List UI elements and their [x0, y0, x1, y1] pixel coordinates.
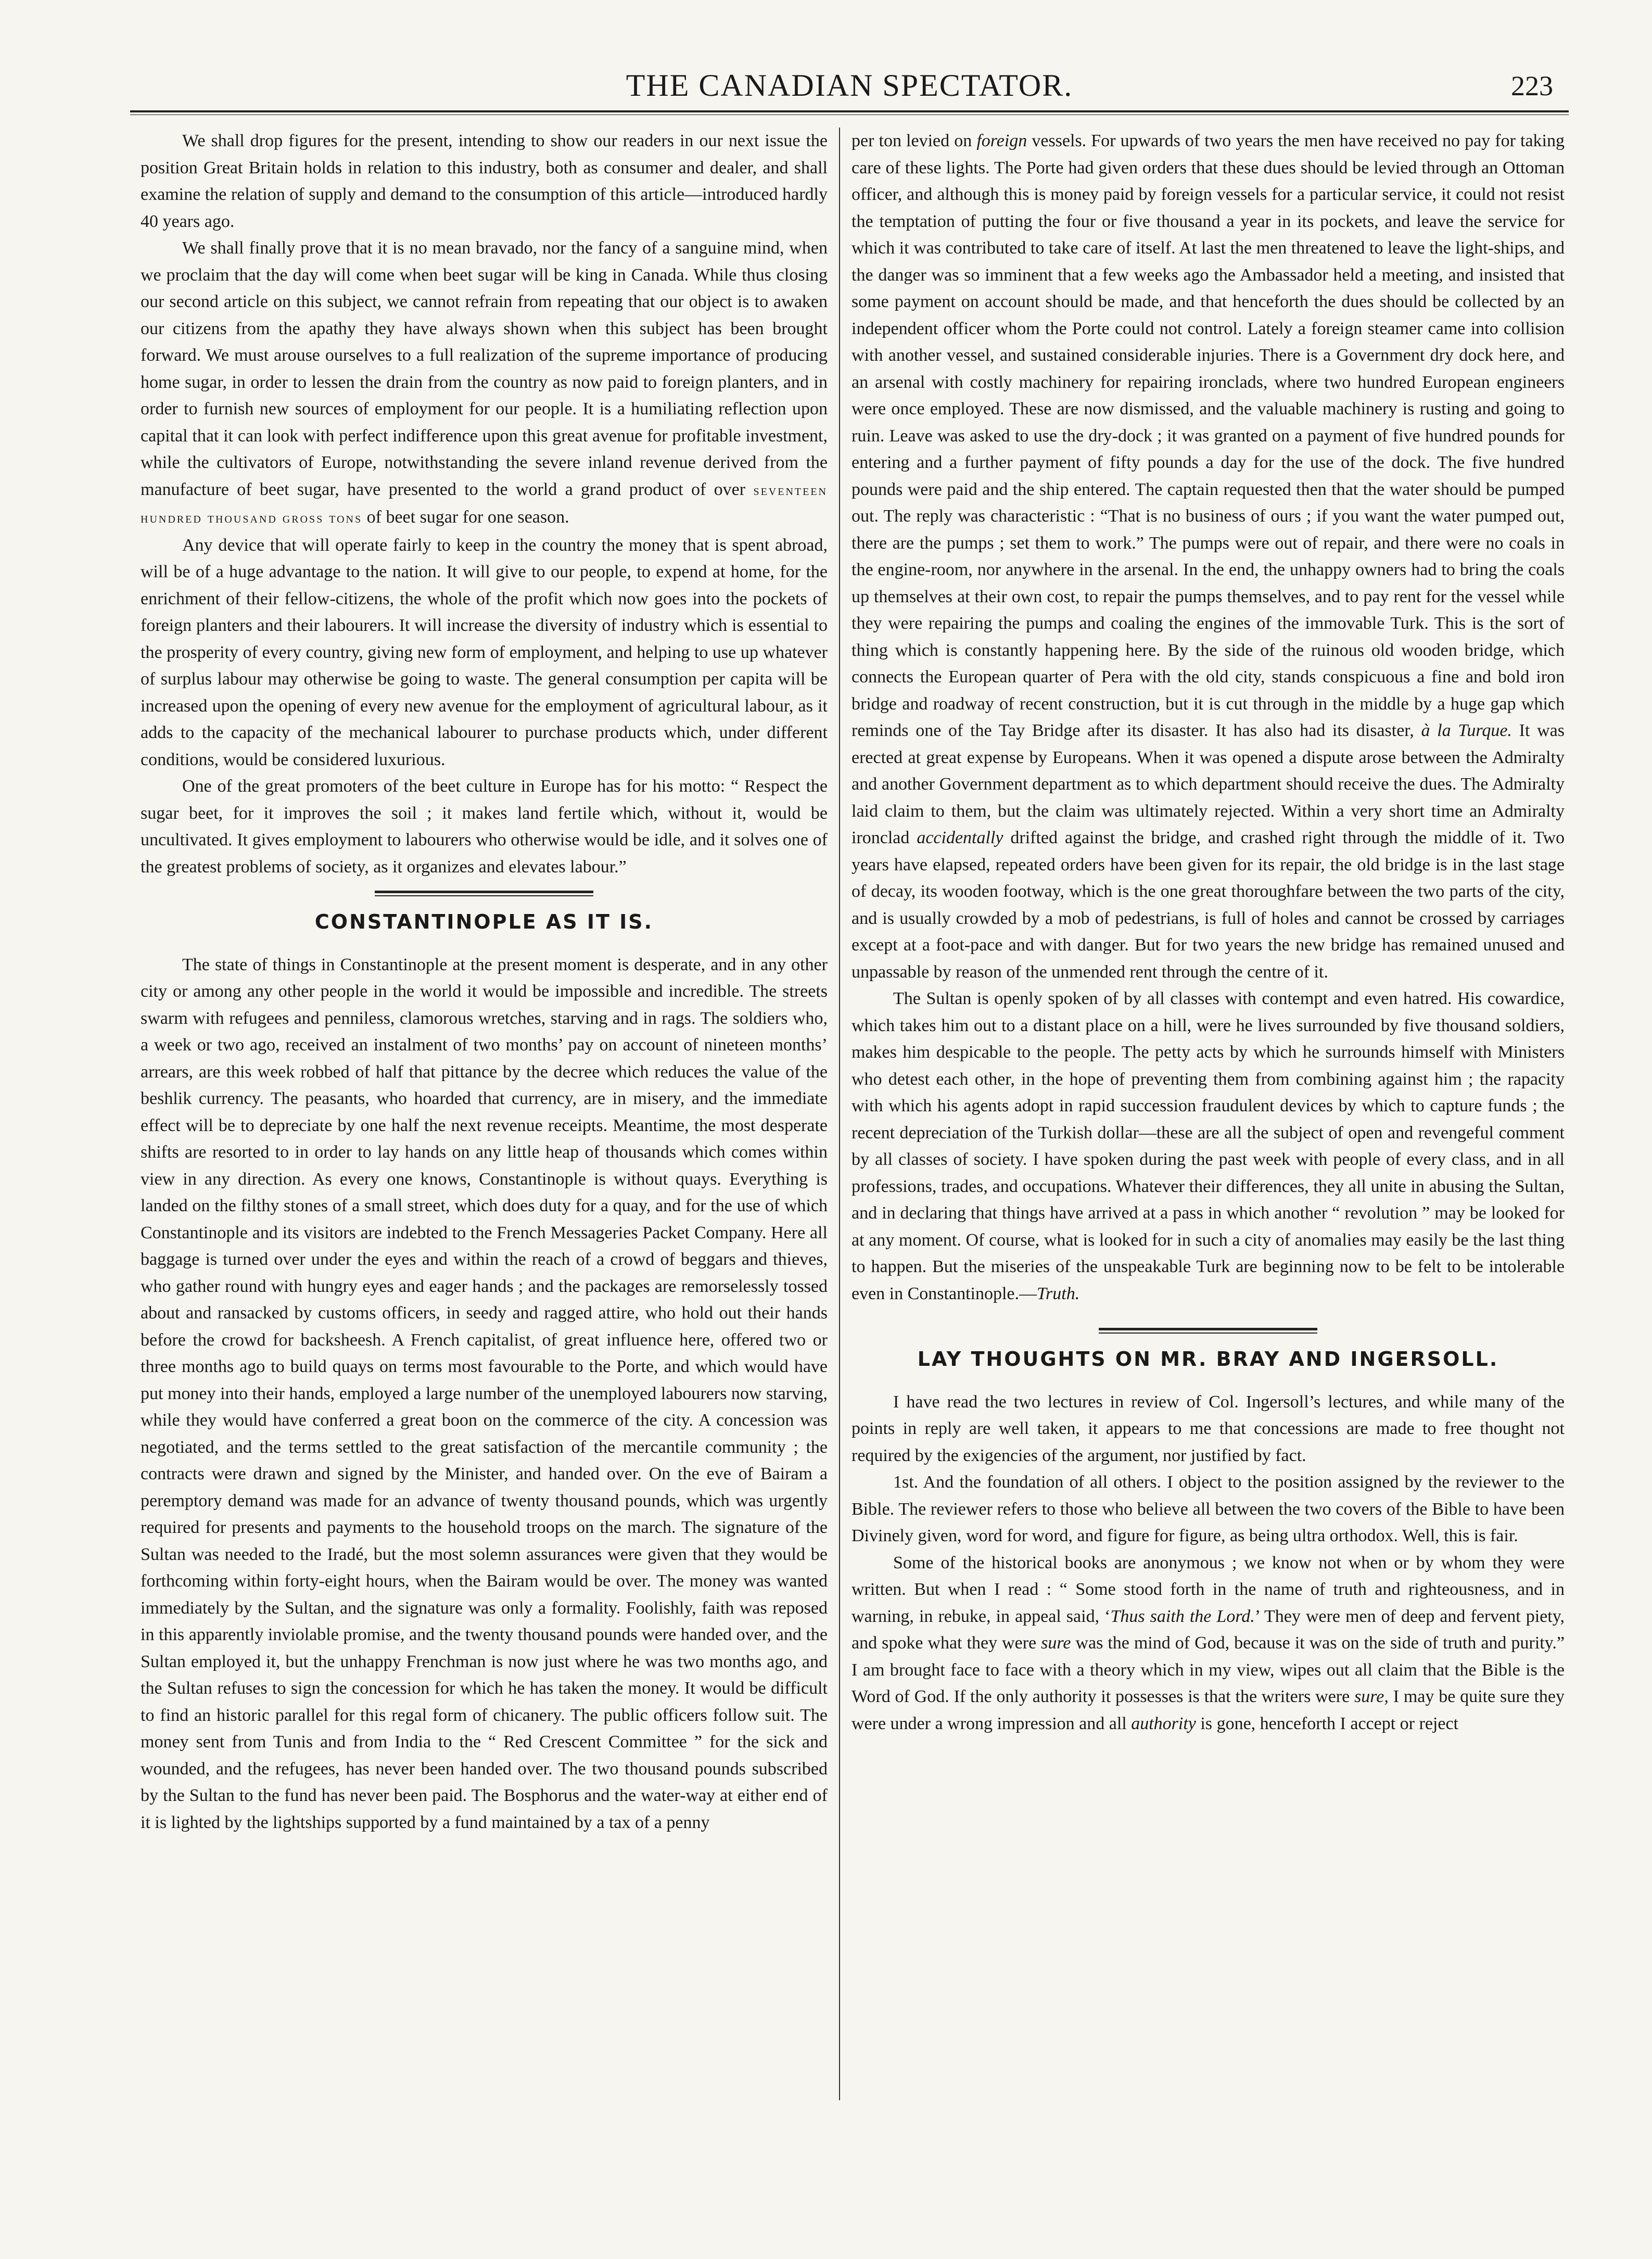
paragraph: One of the great promoters of the beet culture in Europe has for his motto: “ Respect the sugar beet, for it improves the soil ; it makes land fertile which, without it, would be uncultivated. It gives employment to labourers who otherwise would be idle, and it solves one of the greatest problems of society, as it organizes and elevates labour.”: [141, 777, 828, 877]
page-number: 223: [1511, 70, 1553, 101]
paragraph: Any device that will operate fairly to keep in the country the money that is spent abroad, will be of a huge advantage to the nation. It will give to our people, to expend at home, for the enrichment of their fellow-citizens, the whole of the profit which now goes into the pockets of foreign planters and their labourers. It will increase the diversity of industry which is essential to the prosperity of every country, giving new form of employment, and helping to use up whatever of surplus labour may otherwise be going to waste. The general consumption per capita will be increased upon the opening of every new avenue for the employment of agricultural labour, as it adds to the capacity of the mechanical labourer to purchase products which, under different conditions, would be considered luxurious.: [141, 535, 828, 769]
paragraph: I have read the two lectures in review of Col. Ingersoll’s lectures, and while many of the points in reply are well taken, it appears to me that concessions are made to free thought not required by the exigencies of the argument, nor justified by fact.: [852, 1392, 1565, 1465]
section-ornament: [1099, 1328, 1317, 1334]
paragraph: 1st. And the foundation of all others. I object to the position assigned by the reviewer to the Bible. The reviewer refers to those who believe all between the two covers of the Bible to have been Divinely given, word for word, and figure for figure, as being ultra orthodox. Well, this is fair.: [852, 1473, 1565, 1545]
column-divider: [839, 128, 840, 2100]
header-rule: [130, 110, 1569, 115]
section-ornament: [375, 891, 593, 896]
paragraph: per ton levied on foreign vessels. For upwards of two years the men have received no pay for taking care of these lights. The Porte had given orders that these dues should be levied through an Ottoman officer, and although this is money paid by foreign vessels for a particular service, it could not resist the temptation of putting the four or five thousand a year in its pockets, and leave the service for which it was contributed to take care of itself. At last the men threatened to leave the light-ships, and the danger was so imminent that a few weeks ago the Ambassador held a meeting, and insisted that some payment on account should be made, and that henceforth the dues should be collected by an independent officer whom the Porte could not control. Lately a foreign steamer came into collision with another vessel, and sustained considerable injuries. There is a Government dry dock here, and an arsenal with costly machinery for repairing ironclads, where two hundred European engineers were once employed. These are now dismissed, and the valuable machinery is rusting and going to ruin. Leave was asked to use the dry-dock ; it was granted on a payment of five hundred pounds for entering and a further payment of fifty pounds a day for the use of the dock. The five hundred pounds were paid and the ship entered. The captain requested then that the water should be pumped out. The reply was characteristic : “That is no business of ours ; if you want the water pumped out, there are the pumps ; set them to work.” The pumps were out of repair, and there were no coals in the engine-room, nor anywhere in the arsenal. In the end, the unhappy owners had to bring the coals up themselves at their own cost, to repair the pumps themselves, and to pay rent for the vessel while they were repairing the pumps and coaling the engines of the immovable Turk. This is the sort of thing which is constantly happening here. By the side of the ruinous old wooden bridge, which connects the European quarter of Pera with the old city, stands conspicuous a fine and bold iron bridge and roadway of recent construction, but it is cut through in the middle by a huge gap which reminds one of the Tay Bridge after its disaster. It has also had its disaster, à la Turque. It was erected at great expense by Europeans. When it was opened a dispute arose between the Admiralty and another Government department as to which department should receive the dues. The Admiralty laid claim to them, but the claim was ultimately rejected. Within a very short time an Admiralty ironclad accidentally drifted against the bridge, and crashed right through the middle of it. Two years have elapsed, repeated orders have been given for its repair, the old bridge is in the last stage of decay, its wooden footway, which is the one great thoroughfare between the two parts of the city, and is usually crowded by a mob of pedestrians, is full of holes and cannot be crossed by carriages except at a foot-pace and with danger. But for two years the new bridge has remained unused and unpassable by reason of the unmended rent through the centre of it.: [852, 131, 1565, 982]
paragraph: We shall finally prove that it is no mean bravado, nor the fancy of a sanguine mind, when we proclaim that the day will come when beet sugar will be king in Canada. While thus closing our second article on this subject, we cannot refrain from repeating that our object is to awaken our citizens from the apathy they have always shown when this subject has been brought forward. We must arouse ourselves to a full realization of the supreme importance of producing home sugar, in order to lessen the drain from the country as now paid to foreign planters, and in order to furnish new sources of employment for our people. It is a humiliating reflection upon capital that it can look with perfect indifference upon this great avenue for profitable investment, while the cultivators of Europe, notwithstanding the severe inland revenue derived from the manufacture of beet sugar, have presented to the world a grand product of over seventeen hundred thousand gross tons of beet sugar for one season.: [141, 238, 828, 527]
left-column: [141, 128, 828, 1836]
article-headline: CONSTANTINOPLE AS IT IS.: [314, 910, 654, 933]
paragraph: The state of things in Constantinople at the present moment is desperate, and in any other city or among any other people in the world it would be impossible and incredible. The streets swarm with refugees and penniless, clamorous wretches, starving and in rags. The soldiers who, a week or two ago, received an instalment of two months’ pay on account of nineteen months’ arrears, are this week robbed of half that pittance by the decree which reduces the value of the beshlik currency. The peasants, who hoarded that currency, are in misery, and the immediate effect will be to depreciate by one half the next revenue receipts. Meantime, the most desperate shifts are resorted to in order to lay hands on any little heap of thousands which comes within view in any direction. As every one knows, Constantinople is without quays. Everything is landed on the filthy stones of a small street, which does duty for a quay, and for the use of which Constantinople and its visitors are indebted to the French Messageries Packet Company. Here all baggage is turned over under the eyes and within the reach of a crowd of beggars and thieves, who gather round with hungry eyes and eager hands ; and the packages are remorselessly tossed about and ransacked by customs officers, in seedy and ragged attire, who hold out their hands before the crowd for backsheesh. A French capitalist, of great influence here, offered two or three months ago to build quays on terms most favourable to the Porte, and which would have put money into their hands, employed a large number of the unemployed labourers now starving, while they would have conferred a great boon on the commerce of the city. A concession was negotiated, and the terms settled to the great satisfaction of the mercantile community ; the contracts were drawn and signed by the Minister, and handed over. On the eve of Bairam a peremptory demand was made for an advance of twenty thousand pounds, which was urgently required for presents and payments to the household troops on the march. The signature of the Sultan was needed to the Iradé, but the most solemn assurances were given that they would be forthcoming within forty-eight hours, when the Bairam would be over. The money was wanted immediately by the Sultan, and the signature was only a formality. Foolishly, faith was reposed in this apparently inviolable promise, and the twenty thousand pounds were handed over, and the Sultan employed it, but the unhappy Frenchman is now just where he was two months ago, and the Sultan refuses to sign the concession for which he has taken the money. It would be difficult to find an historic parallel for this regal form of chicanery. The public officers follow suit. The money sent from Tunis and from India to the “ Red Crescent Committee ” for the sick and wounded, and the refugees, has never been handed over. The two thousand pounds subscribed by the Sultan to the fund has never been paid. The Bosphorus and the water-way at either end of it is lighted by the lightships supported by a fund maintained by a tax of a penny: [141, 955, 828, 1832]
right-column: [852, 128, 1565, 1737]
paragraph: We shall drop figures for the present, intending to show our readers in our next issue the position Great Britain holds in relation to this industry, both as consumer and dealer, and shall examine the relation of supply and demand to the consumption of this article—introduced hardly 40 years ago.: [141, 131, 828, 231]
publication-title: THE CANADIAN SPECTATOR.: [626, 68, 1073, 103]
page-header: [130, 68, 1569, 108]
paragraph: The Sultan is openly spoken of by all classes with contempt and even hatred. His cowardice, which takes him out to a distant place on a hill, were he lives surrounded by five thousand soldiers, makes him despicable to the people. The petty acts by which he surrounds himself with Ministers who detest each other, in the hope of preventing them from combining against him ; the rapacity with which his agents adopt in rapid succession fraudulent devices by which to capture funds ; the recent depreciation of the Turkish dollar—these are all the subject of open and revengeful comment by all classes of society. I have spoken during the past week with people of every class, and in all professions, trades, and occupations. Whatever their differences, they all unite in abusing the Sultan, and in declaring that things have arrived at a pass in which another “ revolution ” may be looked for at any moment. Of course, what is looked for in such a city of anomalies may easily be the last thing to happen. But the miseries of the unspeakable Turk are beginning now to be felt to be intolerable even in Constantinople.—Truth.: [852, 989, 1565, 1303]
small-caps-text: seventeen hundred thousand gross tons: [141, 482, 828, 526]
paragraph: Some of the historical books are anonymous ; we know not when or by whom they were written. But when I read : “ Some stood forth in the name of truth and righteousness, and in warning, in rebuke, in appeal said, ‘Thus saith the Lord.’ They were men of deep and fervent piety, and spoke what they were sure was the mind of God, because it was on the side of truth and purity.” I am brought face to face with a theory which in my view, wipes out all claim that the Bible is the Word of God. If the only authority it possesses is that the writers were sure, I may be quite sure they were under a wrong impression and all authority is gone, henceforth I accept or reject: [852, 1553, 1565, 1733]
article-headline: LAY THOUGHTS ON MR. BRAY AND INGERSOLL.: [917, 1348, 1499, 1370]
